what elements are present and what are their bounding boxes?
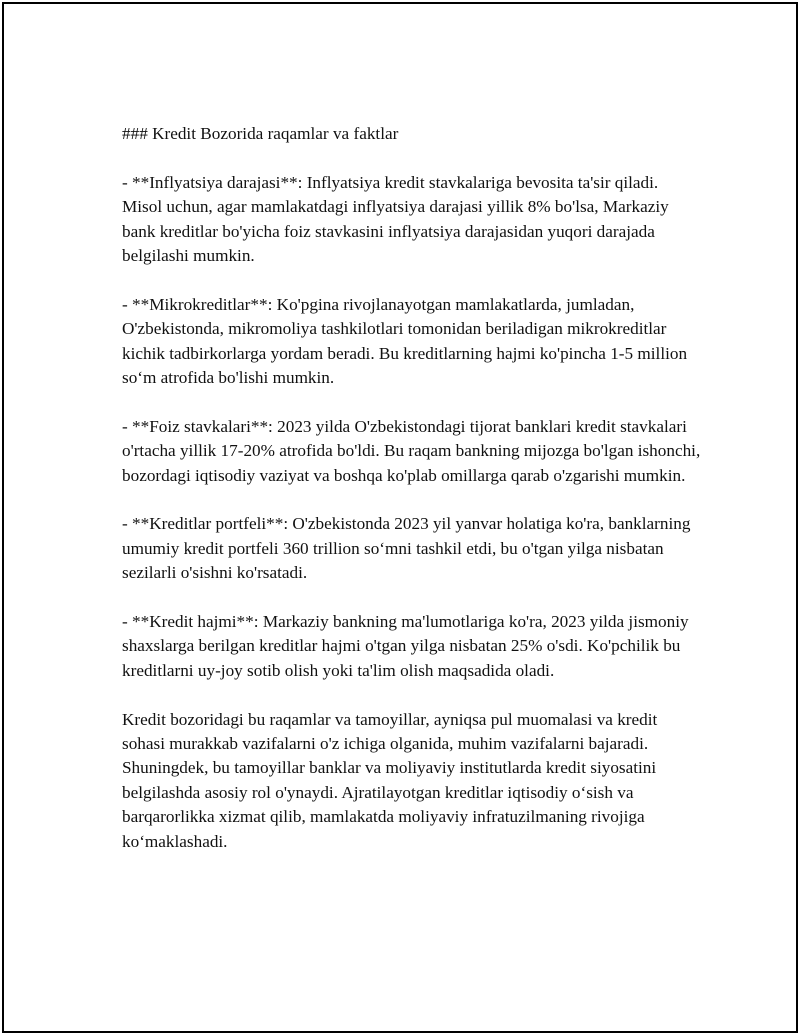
- paragraph-credit-volume: - **Kredit hajmi**: Markaziy bankning ma'lumotlariga ko'ra, 2023 yilda jismoniy shaxslarga berilgan kreditlar hajmi o'tgan yilga nisbatan 25% o'sdi. Ko'pchilik bu kreditlarni uy-joy sotib olish yoki ta'lim olish maqsadida oladi.: [122, 612, 689, 680]
- paragraph-inflation: - **Inflyatsiya darajasi**: Inflyatsiya kredit stavkalariga bevosita ta'sir qiladi. Misol uchun, agar mamlakatdagi inflyatsiya darajasi yillik 8% bo'lsa, Markaziy bank kreditlar bo'yicha foiz stavkasini inflyatsiya darajasidan yuqori darajada belgilashi mumkin.: [122, 172, 669, 266]
- document-body: [122, 122, 702, 878]
- paragraph-credit-portfolio: - **Kreditlar portfeli**: O'zbekistonda 2023 yil yanvar holatiga ko'ra, banklarning umumiy kredit portfeli 360 trillion so‘mni tashkil etdi, bu o'tgan yilga nisbatan sezilarli o'sishni ko'rsatadi.: [122, 514, 691, 583]
- paragraph-interest-rates: - **Foiz stavkalari**: 2023 yilda O'zbekistondagi tijorat banklari kredit stavkalari o'rtacha yillik 17-20% atrofida bo'ldi. Bu raqam bankning mijozga bo'lgan ishonchi, bozordagi iqtisodiy vaziyat va boshqa ko'plab omillarga qarab o'zgarishi mumkin.: [122, 416, 701, 485]
- document-heading: ### Kredit Bozorida raqamlar va faktlar: [122, 124, 399, 143]
- paragraph-conclusion: Kredit bozoridagi bu raqamlar va tamoyillar, ayniqsa pul muomalasi va kredit sohasi murakkab vazifalarni o'z ichiga olganida, muhim vazifalarni bajaradi. Shuningdek, bu tamoyillar banklar va moliyaviy institutlarda kredit siyosatini belgilashda asosiy rol o'ynaydi. Ajratilayotgan kreditlar iqtisodiy o‘sish va barqarorlikka xizmat qilib, mamlakatda moliyaviy infratuzilmaning rivojiga ko‘maklashadi.: [122, 709, 658, 851]
- paragraph-microcredits: - **Mikrokreditlar**: Ko'pgina rivojlanayotgan mamlakatlarda, jumladan, O'zbekistonda, mikromoliya tashkilotlari tomonidan beriladigan mikrokreditlar kichik tadbirkorlarga yordam beradi. Bu kreditlarning hajmi ko'pincha 1-5 million so‘m atrofida bo'lishi mumkin.: [122, 294, 688, 388]
- page-frame: [2, 2, 798, 1033]
